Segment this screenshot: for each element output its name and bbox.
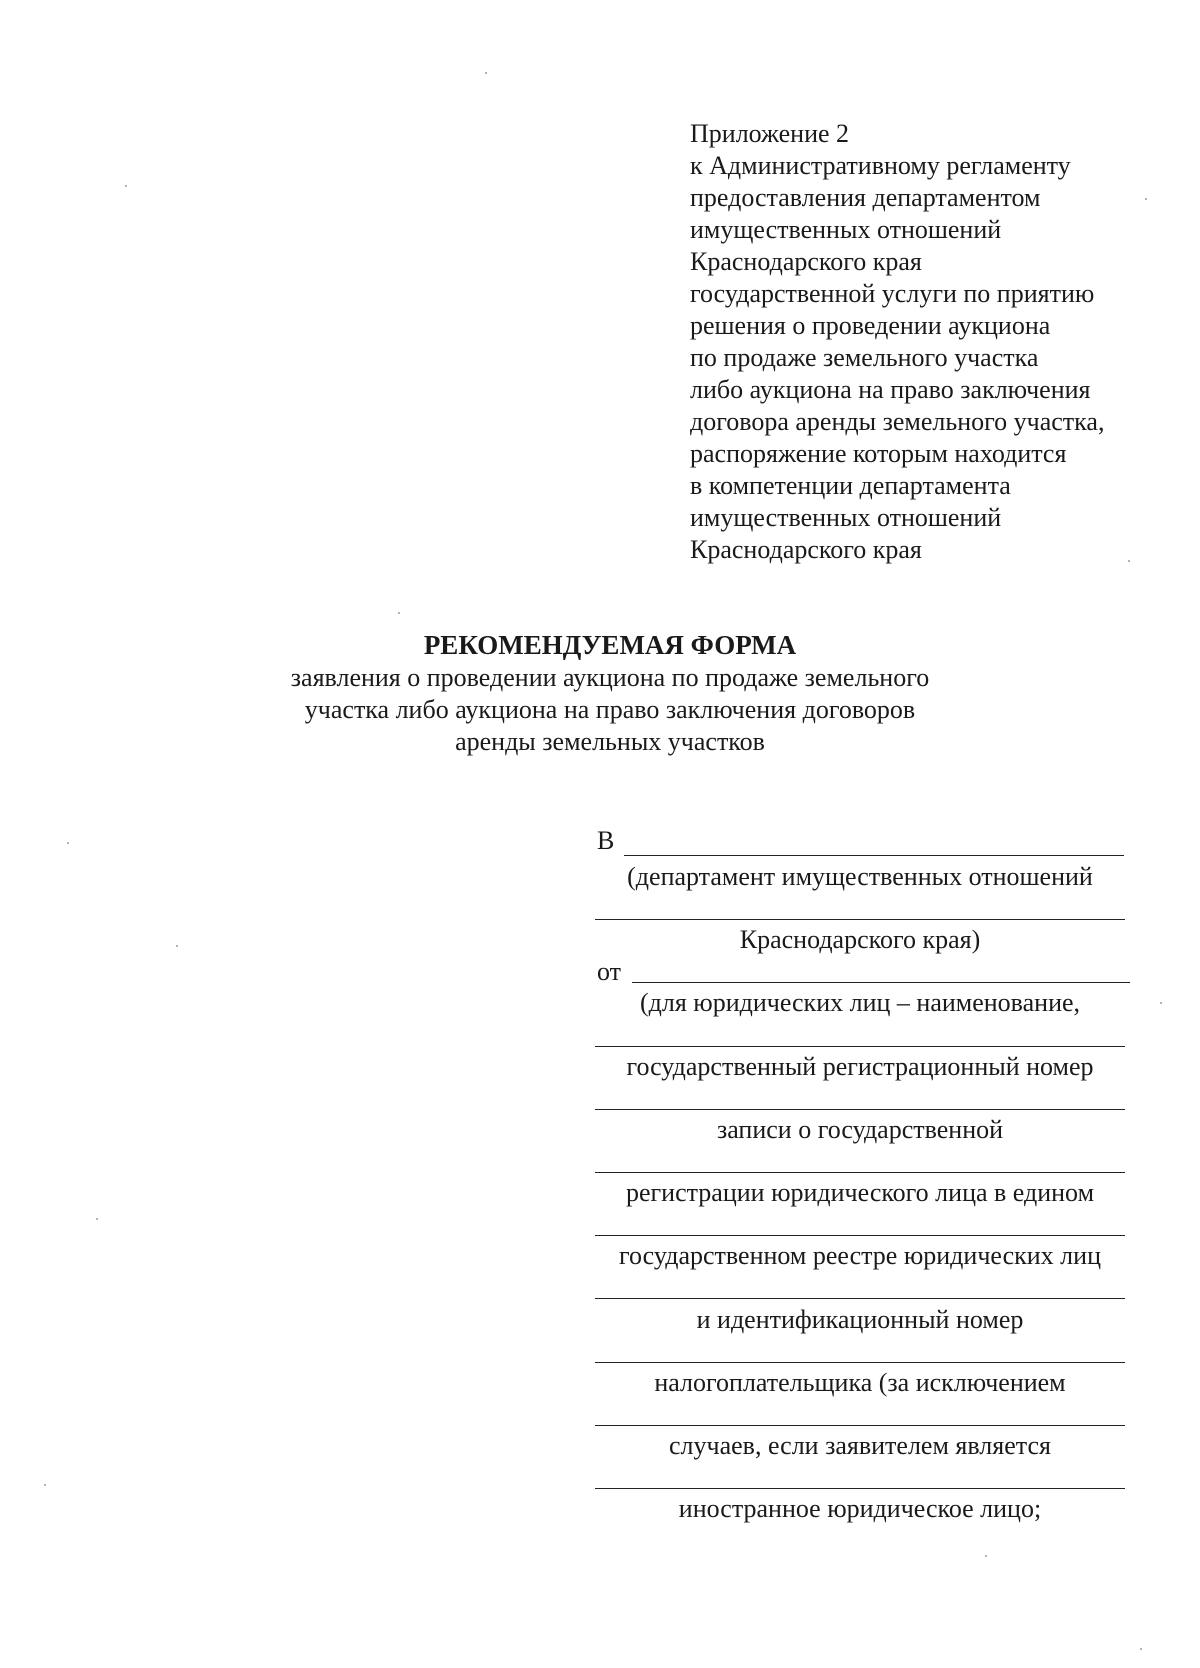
field-hint: регистрации юридического лица в едином	[625, 1178, 1095, 1207]
field-hint: государственный регистрационный номер	[626, 1052, 1094, 1081]
scan-speck	[485, 72, 487, 74]
field-hint: случаев, если заявителем является	[669, 1431, 1051, 1460]
form-subtitle-line: участка либо аукциона на право заключения договоров	[304, 695, 916, 724]
appendix-reference	[690, 118, 1170, 566]
applicant-line-7[interactable]	[595, 1362, 1125, 1363]
appendix-line: распоряжение которым находится	[690, 439, 1067, 468]
appendix-line: предоставления департаментом	[690, 183, 1041, 212]
field-hint: государственном реестре юридических лиц	[619, 1241, 1101, 1270]
scan-speck	[985, 1555, 987, 1557]
form-subtitle-line: заявления о проведении аукциона по продаже земельного	[290, 663, 930, 692]
field-hint: (для юридических лиц – наименование,	[639, 988, 1081, 1017]
scan-speck	[1145, 198, 1147, 200]
appendix-line: по продаже земельного участка	[690, 343, 1039, 372]
appendix-line: имущественных отношений	[690, 215, 1002, 244]
appendix-line: в компетенции департамента	[690, 471, 1011, 500]
appendix-line: Краснодарского края	[690, 535, 922, 564]
appendix-line: государственной услуги по приятию	[690, 279, 1095, 308]
applicant-line-8[interactable]	[595, 1425, 1125, 1426]
field-hint: налогоплательщика (за исключением	[654, 1368, 1066, 1397]
scan-speck	[44, 1484, 46, 1486]
appendix-line: договора аренды земельного участка,	[690, 407, 1105, 436]
appendix-line: Краснодарского края	[690, 247, 922, 276]
appendix-line: к Административному регламенту	[690, 151, 1071, 180]
applicant-line-4[interactable]	[595, 1172, 1125, 1173]
appendix-line: имущественных отношений	[690, 503, 1002, 532]
applicant-line-6[interactable]	[595, 1298, 1125, 1299]
from-prefix: от	[597, 957, 622, 986]
scan-speck	[398, 612, 400, 614]
scan-speck	[125, 185, 127, 187]
appendix-line: Приложение 2	[690, 119, 850, 148]
addressee-line[interactable]	[624, 855, 1124, 856]
applicant-line-2[interactable]	[595, 1046, 1125, 1047]
field-hint: (департамент имущественных отношений	[627, 862, 1093, 891]
scan-speck	[96, 1218, 98, 1220]
appendix-line: решения о проведении аукциона	[690, 311, 1051, 340]
form-subtitle-line: аренды земельных участков	[455, 727, 765, 756]
scan-speck	[67, 842, 69, 844]
to-prefix: В	[597, 826, 615, 855]
form-title-block	[240, 628, 980, 758]
form-title: РЕКОМЕНДУЕМАЯ ФОРМА	[423, 630, 797, 660]
addressee-line-2[interactable]	[595, 919, 1125, 920]
appendix-line: либо аукциона на право заключения	[690, 375, 1091, 404]
scan-speck	[1160, 1002, 1162, 1004]
applicant-line[interactable]	[632, 982, 1130, 983]
applicant-line-3[interactable]	[595, 1109, 1125, 1110]
applicant-line-5[interactable]	[595, 1235, 1125, 1236]
applicant-line-9[interactable]	[595, 1488, 1125, 1489]
field-hint: иностранное юридическое лицо;	[678, 1494, 1042, 1523]
scan-speck	[1128, 560, 1130, 562]
field-hint: Краснодарского края)	[739, 925, 981, 954]
field-hint: и идентификационный номер	[696, 1305, 1024, 1334]
scan-speck	[176, 945, 178, 947]
scan-speck	[1140, 1648, 1142, 1650]
field-hint: записи о государственной	[716, 1115, 1004, 1144]
